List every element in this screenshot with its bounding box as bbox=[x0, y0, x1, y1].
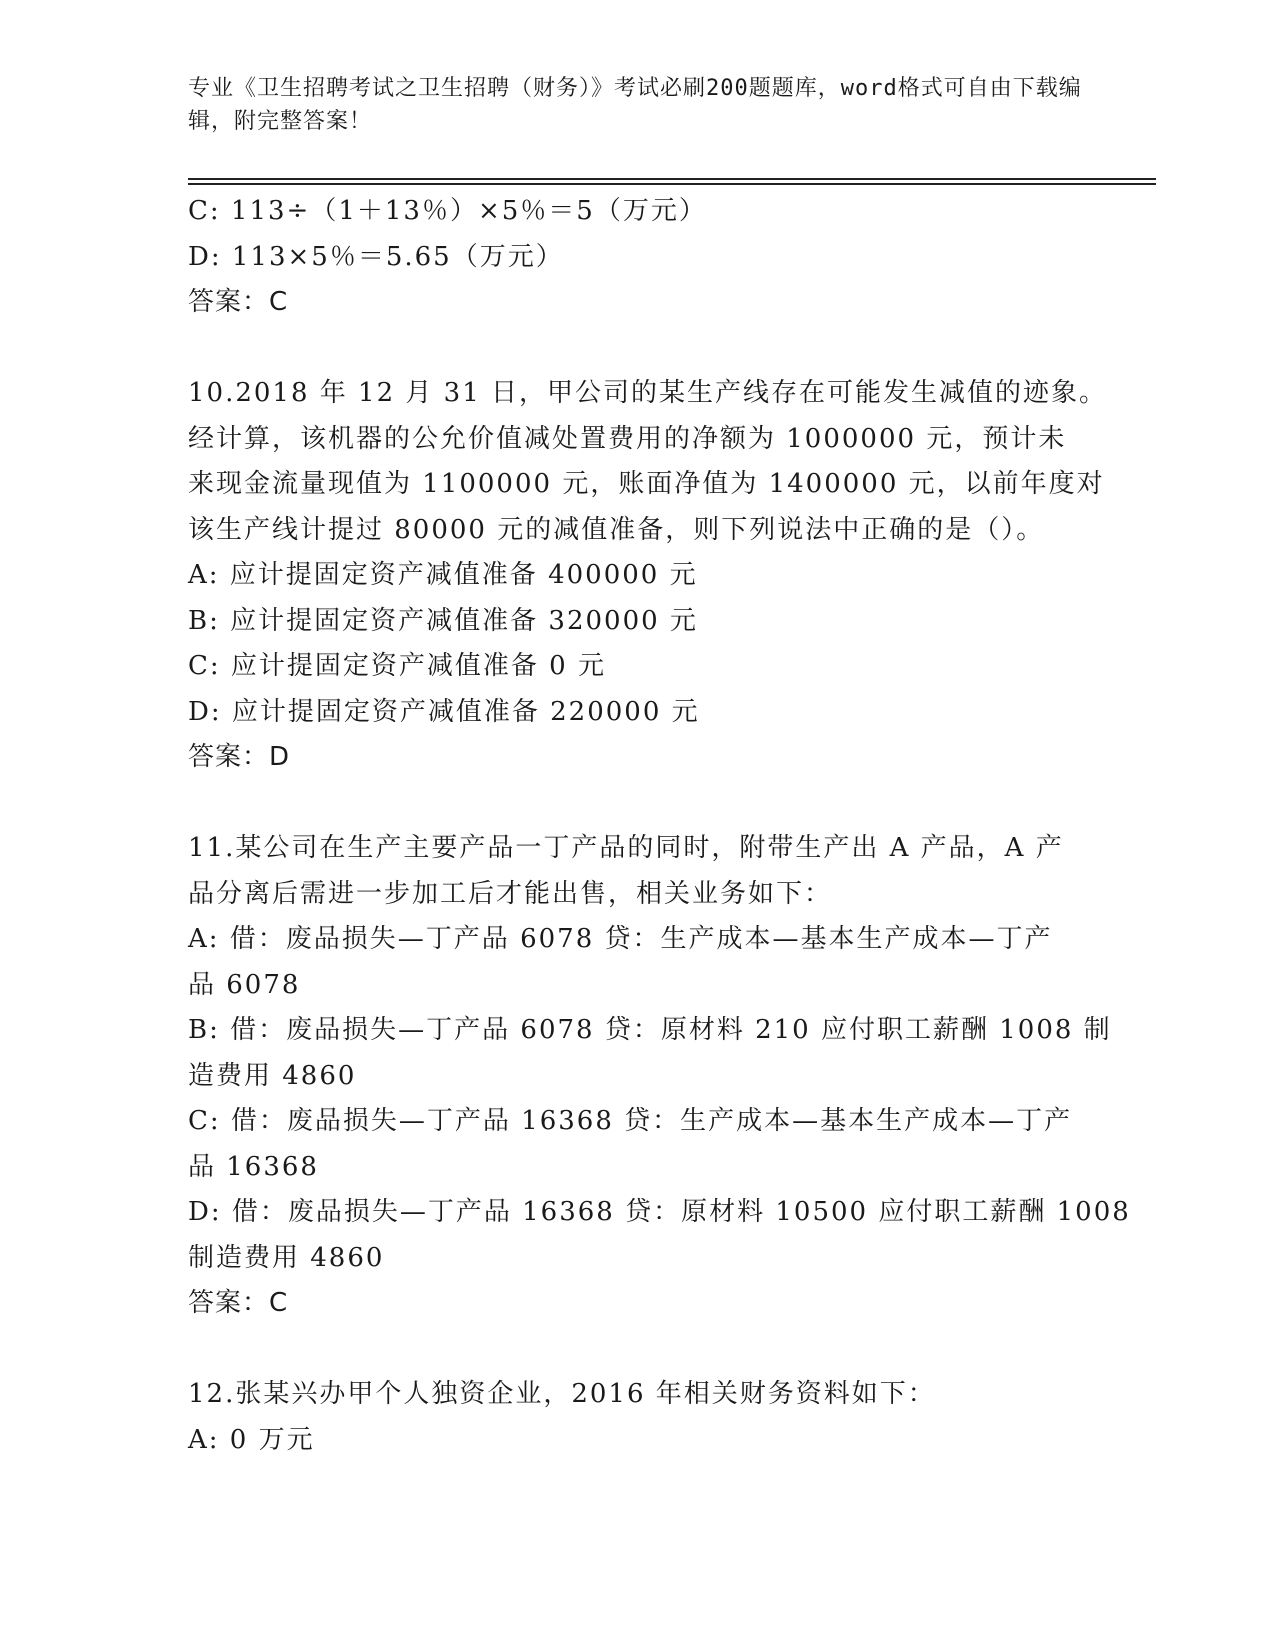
q10-stem-line: 该生产线计提过 80000 元的减值准备，则下列说法中正确的是（）。 bbox=[188, 514, 1045, 545]
q11-answer: 答案：C bbox=[188, 1288, 289, 1318]
q11-option-a-cont: 品 6078 bbox=[188, 969, 301, 1000]
q9-option-c: C: 113÷（1＋13％）×5％＝5（万元） bbox=[188, 196, 707, 226]
q11-option-b: B: 借：废品损失—丁产品 6078 贷：原材料 210 应付职工薪酬 1008 制 bbox=[188, 1015, 1112, 1045]
q11-option-a: A: 借：废品损失—丁产品 6078 贷：生产成本—基本生产成本—丁产 bbox=[188, 924, 1053, 954]
spacer bbox=[188, 781, 1088, 827]
q10-answer: 答案：D bbox=[188, 742, 291, 772]
q10-stem-line: 来现金流量现值为 1100000 元，账面净值为 1400000 元，以前年度对 bbox=[188, 469, 1105, 499]
q12-option-a: A: 0 万元 bbox=[188, 1424, 315, 1455]
q9-option-d: D: 113×5％＝5.65（万元） bbox=[188, 241, 564, 272]
q10-stem-line: 经计算，该机器的公允价值减处置费用的净额为 1000000 元，预计未 bbox=[188, 423, 1067, 454]
q10-option-d: D: 应计提固定资产减值准备 220000 元 bbox=[188, 696, 700, 727]
document-body bbox=[188, 189, 1131, 1463]
q12-stem: 12.张某兴办甲个人独资企业，2016 年相关财务资料如下： bbox=[188, 1379, 936, 1409]
q10-option-b: B: 应计提固定资产减值准备 320000 元 bbox=[188, 605, 698, 636]
q11-option-b-cont: 造费用 4860 bbox=[188, 1060, 357, 1091]
header-rule-top bbox=[188, 178, 1156, 180]
spacer bbox=[188, 326, 1088, 372]
document-header: 专业《卫生招聘考试之卫生招聘（财务）》考试必刷200题题库，word格式可自由下载编辑，附完整答案！ bbox=[188, 76, 1082, 134]
q11-option-d: D: 借：废品损失—丁产品 16368 贷：原材料 10500 应付职工薪酬 1008 bbox=[188, 1197, 1131, 1227]
q11-stem-line: 品分离后需进一步加工后才能出售，相关业务如下： bbox=[188, 878, 833, 909]
q11-option-d-cont: 制造费用 4860 bbox=[188, 1242, 385, 1273]
q11-stem-line: 11.某公司在生产主要产品一丁产品的同时，附带生产出 A 产品，A 产 bbox=[188, 833, 1064, 863]
q11-option-c-cont: 品 16368 bbox=[188, 1151, 319, 1182]
q9-answer: 答案：C bbox=[188, 287, 289, 317]
header-rule-bottom bbox=[188, 183, 1156, 185]
q10-option-c: C: 应计提固定资产减值准备 0 元 bbox=[188, 651, 606, 681]
q10-stem-line: 10.2018 年 12 月 31 日，甲公司的某生产线存在可能发生减值的迹象。 bbox=[188, 378, 1108, 408]
q10-option-a: A: 应计提固定资产减值准备 400000 元 bbox=[188, 560, 698, 590]
spacer bbox=[188, 1327, 1088, 1373]
q11-option-c: C: 借：废品损失—丁产品 16368 贷：生产成本—基本生产成本—丁产 bbox=[188, 1106, 1073, 1136]
